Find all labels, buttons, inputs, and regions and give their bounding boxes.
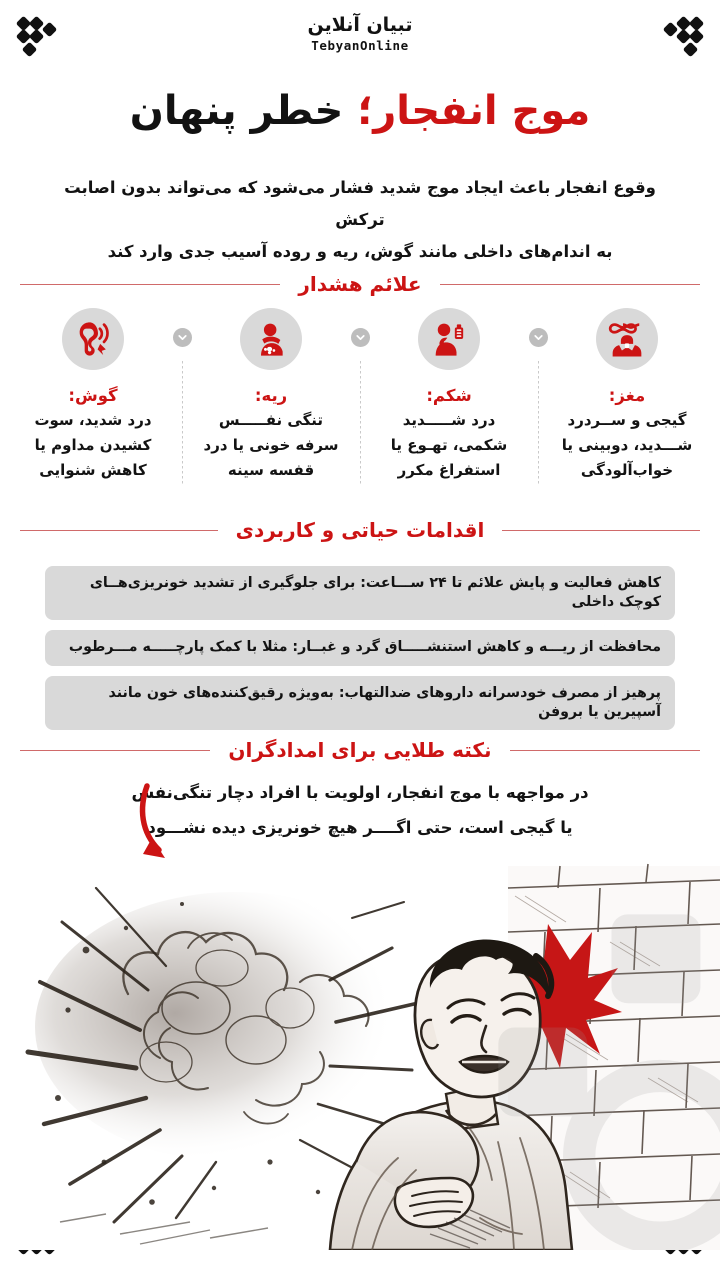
action-item: [45, 566, 675, 620]
action-text: پرهیز از مصرف خودسرانه داروهای ضدالتهاب: به‌ویژه رقیق‌کننده‌های خون مانند آسپیرین یا بروفن: [108, 684, 661, 720]
symptom-description: [391, 408, 507, 482]
section-title: علائم هشدار: [298, 272, 422, 296]
symptom-label: مغز:: [608, 386, 646, 405]
symptom-card-stomach: [380, 308, 518, 482]
symptom-separator: [347, 308, 373, 485]
symptom-desc-line: استفراغ مکرر: [397, 460, 501, 479]
chevron-down-icon: [529, 328, 548, 347]
symptom-card-ear: [24, 308, 162, 482]
page-title-highlight: موج انفجار؛: [357, 88, 591, 134]
symptom-description: [562, 408, 693, 482]
symptom-card-lung: [202, 308, 340, 482]
brand-logo: [0, 14, 720, 53]
rule-left: [20, 530, 218, 531]
stomach-icon: [418, 308, 480, 370]
dotted-divider: [538, 361, 539, 485]
rule-left: [20, 750, 210, 751]
symptom-desc-line: قفسه سینه: [227, 460, 315, 479]
page-title-rest: خطر پنهان: [129, 88, 344, 134]
symptom-separator: [525, 308, 551, 485]
action-item: [45, 676, 675, 730]
tip-line-2: یا گیجی است، حتی اگــــر هیچ خونریزی دیده نشـــود: [147, 817, 573, 837]
intro-line-1: وقوع انفجار باعث ایجاد موج شدید فشار می‌شود که می‌تواند بدون اصابت ترکش: [64, 178, 656, 230]
symptom-desc-line: تنگی نفـــــس: [218, 411, 324, 429]
dotted-divider: [182, 361, 183, 485]
symptom-desc-line: کشیدن مداوم یا: [34, 435, 152, 454]
symptom-description: [34, 408, 151, 482]
ear-icon: [62, 308, 124, 370]
symptom-desc-line: شکمی، تهـوع یا: [390, 435, 508, 454]
explosion-illustration: [0, 862, 720, 1250]
symptom-label: شکم:: [426, 386, 472, 405]
symptom-desc-line: خواب‌آلودگی: [580, 460, 674, 479]
symptom-desc-line: درد شـــــدید: [402, 411, 496, 429]
symptom-desc-line: گیجی و ســردرد: [567, 411, 687, 429]
brand-logo-en: TebyanOnline: [311, 37, 409, 53]
action-item: [45, 630, 675, 665]
symptom-desc-line: شـــدید، دوبینی یا: [561, 435, 693, 454]
brain-head-icon: [596, 308, 658, 370]
page-title: [0, 86, 720, 136]
brand-logo-fa: تبیان آنلاین: [307, 14, 413, 36]
tip-line-1: در مواجهه با موج انفجار، اولویت با افراد دچار تنگی‌نفس: [131, 783, 589, 802]
action-text: کاهش فعالیت و پایش علائم تا ۲۴ ســـاعت: برای جلوگیری از تشدید خونریزی‌هــای کوچک داخلی: [89, 575, 661, 611]
rule-right: [440, 284, 700, 285]
section-header-golden-tip: [20, 738, 700, 762]
symptom-card-brain: [558, 308, 696, 482]
rule-right: [510, 750, 700, 751]
section-title: اقدامات حیاتی و کاربردی: [235, 518, 485, 542]
rule-right: [502, 530, 700, 531]
watermark-logo: [300, 882, 720, 1250]
symptoms-row: [24, 308, 696, 485]
symptom-label: گوش:: [68, 386, 118, 405]
section-header-vital-actions: [20, 518, 700, 542]
section-header-warning-signs: [20, 272, 700, 296]
symptom-separator: [169, 308, 195, 485]
symptom-desc-line: سرفه خونی یا درد: [203, 435, 339, 454]
section-title: نکته طلایی برای امدادگران: [228, 738, 492, 762]
symptom-label: ریه:: [254, 386, 288, 405]
symptom-desc-line: درد شدید، سوت: [34, 411, 152, 429]
intro-line-2: به اندام‌های داخلی مانند گوش، ریه و روده آسیب جدی وارد کند: [107, 242, 613, 262]
chevron-down-icon: [351, 328, 370, 347]
action-text: محافظت از ریـــه و کاهش استنشـــــاق گرد و غبــار: مثلا با کمک پارچـــــه مـــرطوب: [68, 639, 661, 656]
chevron-down-icon: [173, 328, 192, 347]
lung-chest-icon: [240, 308, 302, 370]
dotted-divider: [360, 361, 361, 485]
actions-list: [45, 566, 675, 730]
symptom-description: [204, 408, 339, 482]
rule-left: [20, 284, 280, 285]
symptom-desc-line: کاهش شنوایی: [39, 460, 147, 479]
intro-paragraph: [45, 172, 675, 269]
